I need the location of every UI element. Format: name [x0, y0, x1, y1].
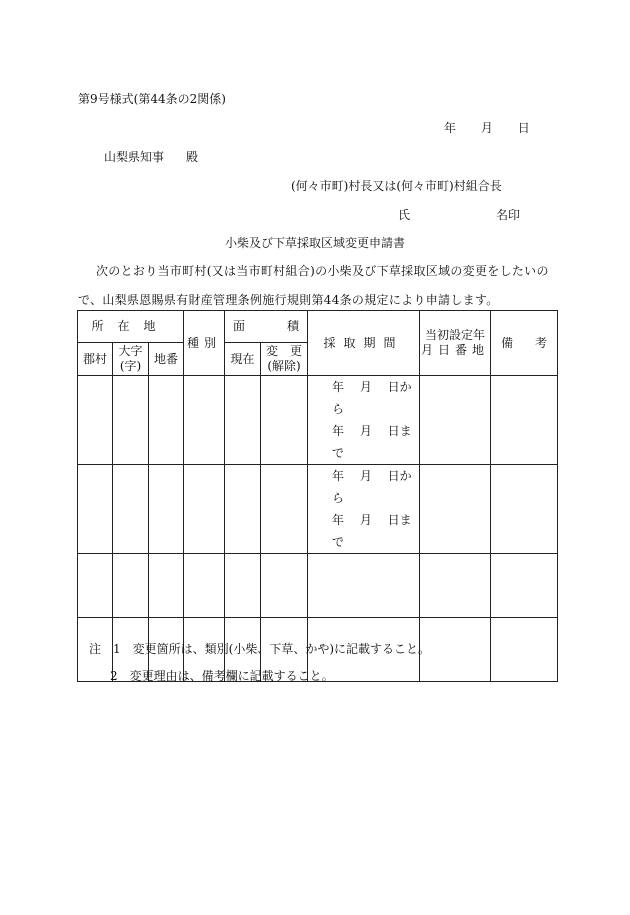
applicant-line: (何々市町)村長又は(何々市町)村組合長: [291, 179, 502, 193]
addressee-honorific: 殿: [186, 150, 199, 164]
period-cell: 年 月 日から 年 月 日まで: [308, 376, 420, 465]
date-month: 月: [480, 121, 493, 135]
signature-seal-label: 名印: [496, 208, 521, 222]
application-table: [77, 310, 558, 682]
header-oaza: 大字 (字): [113, 343, 149, 376]
body-text-line-2: で、山梨県恩賜県有財産管理条例施行規則第44条の規定により申請します。: [78, 293, 499, 307]
header-change: 変 更 (解除): [261, 343, 308, 376]
header-initial-date: 当初設定年 月日番地: [420, 311, 491, 376]
period-cell: 年 月 日から 年 月 日まで: [308, 465, 420, 554]
signature-line: [398, 206, 520, 223]
header-area: 面 積: [225, 311, 308, 343]
note-1: 注 1 変更箇所は、類別(小柴、下草、かや)に記載すること。: [89, 642, 431, 656]
note-2: 2 変更理由は、備考欄に記載すること。: [110, 669, 334, 683]
document-title: 小柴及び下草採取区域変更申請書: [224, 236, 405, 250]
header-type: 種別: [184, 311, 225, 376]
header-current: 現在: [225, 343, 261, 376]
addressee-name: 山梨県知事: [104, 150, 165, 164]
body-text-line-1: 次のとおり当市町村(又は当市町村組合)の小柴及び下草採取区域の変更をしたいの: [96, 264, 549, 278]
header-chiban: 地番: [149, 343, 184, 376]
signature-name-label: 氏: [398, 208, 411, 222]
table-row: [78, 465, 558, 554]
table-row: [78, 554, 558, 618]
date-line: [444, 119, 530, 136]
date-year: 年: [444, 121, 457, 135]
header-period: 採取期間: [308, 311, 420, 376]
form-number: 第9号様式(第44条の2関係): [78, 92, 226, 106]
header-gunson: 郡村: [78, 343, 113, 376]
header-location: 所在地: [78, 311, 184, 343]
header-remarks: 備 考: [491, 311, 558, 376]
table-row: [78, 376, 558, 465]
date-day: 日: [517, 121, 530, 135]
addressee: [104, 148, 198, 165]
